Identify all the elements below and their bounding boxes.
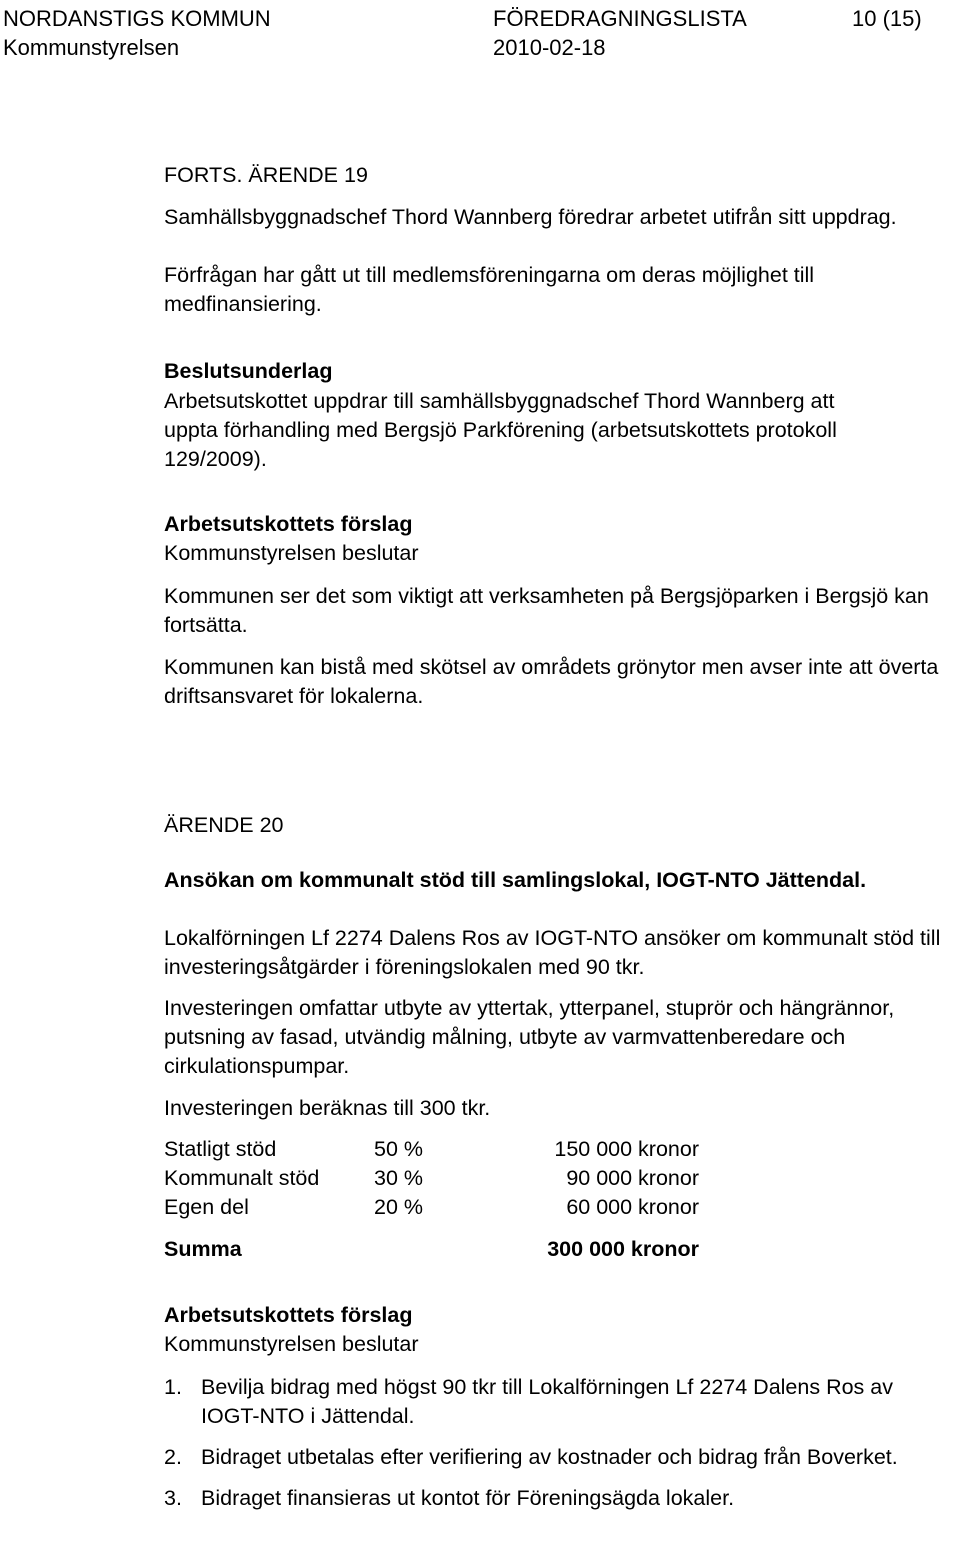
funding-label: Kommunalt stöd bbox=[164, 1166, 320, 1190]
decides-line-19: Kommunstyrelsen beslutar bbox=[164, 541, 419, 565]
item-20-para1: Lokalförningen Lf 2274 Dalens Ros av IOGT-NTO ansöker om kommunalt stöd till investeringsåtgärder i föreningslokalen med 90 tkr. bbox=[164, 926, 941, 979]
total-label: Summa bbox=[164, 1237, 242, 1261]
decision-text: Bevilja bidrag med högst 90 tkr till Lokalförningen Lf 2274 Dalens Ros av IOGT-NTO i Jättendal. bbox=[201, 1375, 893, 1428]
decision-number: 2. bbox=[164, 1445, 182, 1469]
item-20-title: Ansökan om kommunalt stöd till samlingslokal, IOGT-NTO Jättendal. bbox=[164, 868, 867, 892]
decision-number: 1. bbox=[164, 1375, 182, 1399]
basis-heading: Beslutsunderlag bbox=[164, 359, 333, 383]
proposal-heading-20: Arbetsutskottets förslag bbox=[164, 1303, 413, 1327]
basis-line-2: uppta förhandling med Bergsjö Parkförening (arbetsutskottets protokoll bbox=[164, 418, 837, 442]
committee-name: Kommunstyrelsen bbox=[3, 35, 180, 60]
item-20-para2: Investeringen omfattar utbyte av yttertak, ytterpanel, stuprör och hängrännor, putsning av fasad, utvändig målning, utbyte av varmvattenberedare och cirkulationspumpar. bbox=[164, 996, 895, 1078]
org-name: NORDANSTIGS KOMMUN bbox=[3, 6, 271, 31]
decision-text: Bidraget finansieras ut kontot för Föreningsägda lokaler. bbox=[201, 1486, 735, 1510]
funding-label: Egen del bbox=[164, 1195, 249, 1219]
item-19-heading: FORTS. ÄRENDE 19 bbox=[164, 163, 368, 187]
funding-amount: 60 000 kronor bbox=[566, 1195, 699, 1219]
item-20-para3: Investeringen beräknas till 300 tkr. bbox=[164, 1096, 491, 1120]
funding-percent: 30 % bbox=[374, 1166, 424, 1190]
basis-line-3: 129/2009). bbox=[164, 447, 267, 471]
funding-percent: 20 % bbox=[374, 1195, 424, 1219]
decision-item bbox=[164, 1443, 921, 1472]
funding-percent: 50 % bbox=[374, 1137, 424, 1161]
total-amount: 300 000 kronor bbox=[547, 1237, 699, 1261]
funding-amount: 150 000 kronor bbox=[554, 1137, 699, 1161]
decision-number: 3. bbox=[164, 1486, 182, 1510]
decision-19-para1: Kommunen ser det som viktigt att verksamheten på Bergsjöparken i Bergsjö kan fortsätta. bbox=[164, 584, 929, 637]
proposal-heading-19: Arbetsutskottets förslag bbox=[164, 512, 413, 536]
decision-item bbox=[164, 1373, 931, 1431]
funding-amount: 90 000 kronor bbox=[566, 1166, 699, 1190]
decides-line-20: Kommunstyrelsen beslutar bbox=[164, 1332, 419, 1356]
decision-item bbox=[164, 1484, 954, 1513]
item-19-para2: Förfrågan har gått ut till medlemsföreningarna om deras möjlighet till medfinansiering. bbox=[164, 263, 815, 316]
decision-list bbox=[164, 1373, 954, 1513]
decision-text: Bidraget utbetalas efter verifiering av kostnader och bidrag från Boverket. bbox=[201, 1445, 898, 1469]
basis-line-1: Arbetsutskottet uppdrar till samhällsbyggnadschef Thord Wannberg att bbox=[164, 389, 835, 413]
doc-type: FÖREDRAGNINGSLISTA bbox=[493, 6, 747, 31]
meeting-date: 2010-02-18 bbox=[493, 35, 606, 60]
funding-label: Statligt stöd bbox=[164, 1137, 277, 1161]
page-number: 10 (15) bbox=[852, 6, 922, 31]
decision-19-para2: Kommunen kan bistå med skötsel av områdets grönytor men avser inte att överta driftsansvaret för lokalerna. bbox=[164, 655, 939, 708]
item-20-heading: ÄRENDE 20 bbox=[164, 813, 284, 837]
item-19-para1: Samhällsbyggnadschef Thord Wannberg föredrar arbetet utifrån sitt uppdrag. bbox=[164, 205, 897, 229]
